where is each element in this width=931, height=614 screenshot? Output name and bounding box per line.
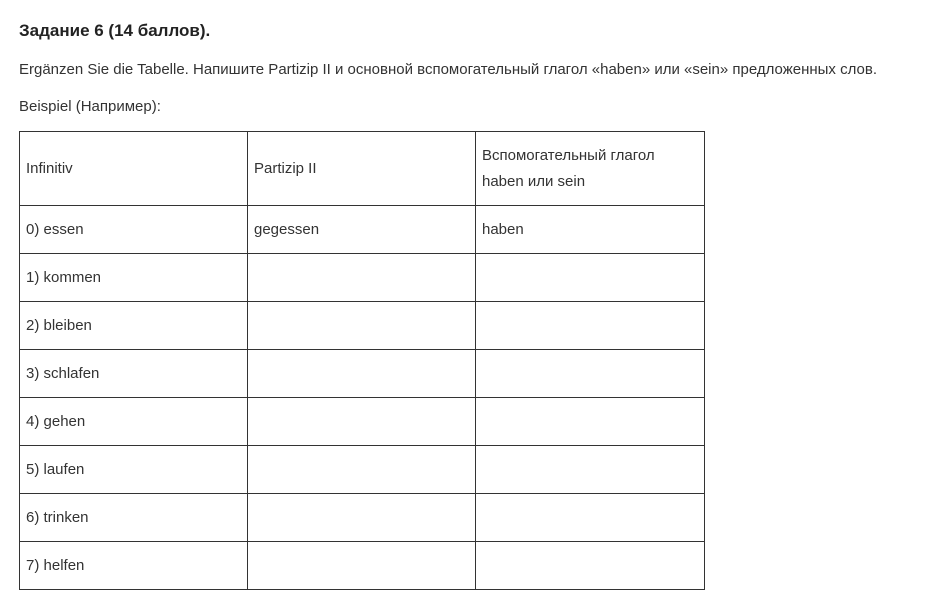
- example-label: Beispiel (Например):: [19, 98, 161, 115]
- task-instruction: Ergänzen Sie die Tabelle. Напишите Partizip II и основной вспомогательный глагол «haben» или «sein» предложенных слов.: [19, 61, 877, 78]
- infinitiv-cell: 3) schlafen: [20, 350, 248, 398]
- partizip-cell[interactable]: [248, 302, 476, 350]
- infinitiv-cell: 5) laufen: [20, 446, 248, 494]
- table-row: [20, 206, 705, 254]
- partizip-cell[interactable]: [248, 350, 476, 398]
- auxiliary-cell[interactable]: [476, 398, 705, 446]
- verb-table: [19, 131, 705, 590]
- infinitiv-cell: 6) trinken: [20, 494, 248, 542]
- partizip-cell[interactable]: [248, 494, 476, 542]
- auxiliary-cell[interactable]: [476, 254, 705, 302]
- auxiliary-cell: haben: [476, 206, 705, 254]
- verb-table-body: [20, 132, 705, 590]
- auxiliary-cell[interactable]: [476, 302, 705, 350]
- partizip-cell[interactable]: [248, 446, 476, 494]
- partizip-cell[interactable]: [248, 254, 476, 302]
- auxiliary-cell[interactable]: [476, 350, 705, 398]
- table-header-row: [20, 132, 705, 206]
- table-row: [20, 446, 705, 494]
- table-row: [20, 542, 705, 590]
- auxiliary-cell[interactable]: [476, 446, 705, 494]
- header-partizip: Partizip II: [248, 132, 476, 206]
- table-row: [20, 494, 705, 542]
- task-title: Задание 6 (14 баллов).: [19, 21, 211, 40]
- auxiliary-cell[interactable]: [476, 542, 705, 590]
- table-row: [20, 398, 705, 446]
- partizip-cell[interactable]: [248, 398, 476, 446]
- auxiliary-cell[interactable]: [476, 494, 705, 542]
- table-row: [20, 254, 705, 302]
- infinitiv-cell: 7) helfen: [20, 542, 248, 590]
- infinitiv-cell: 1) kommen: [20, 254, 248, 302]
- infinitiv-cell: 2) bleiben: [20, 302, 248, 350]
- partizip-cell: gegessen: [248, 206, 476, 254]
- header-infinitiv: Infinitiv: [20, 132, 248, 206]
- table-row: [20, 302, 705, 350]
- infinitiv-cell: 0) essen: [20, 206, 248, 254]
- partizip-cell[interactable]: [248, 542, 476, 590]
- header-auxiliary-verb: Вспомогательный глагол haben или sein: [476, 132, 705, 206]
- infinitiv-cell: 4) gehen: [20, 398, 248, 446]
- table-row: [20, 350, 705, 398]
